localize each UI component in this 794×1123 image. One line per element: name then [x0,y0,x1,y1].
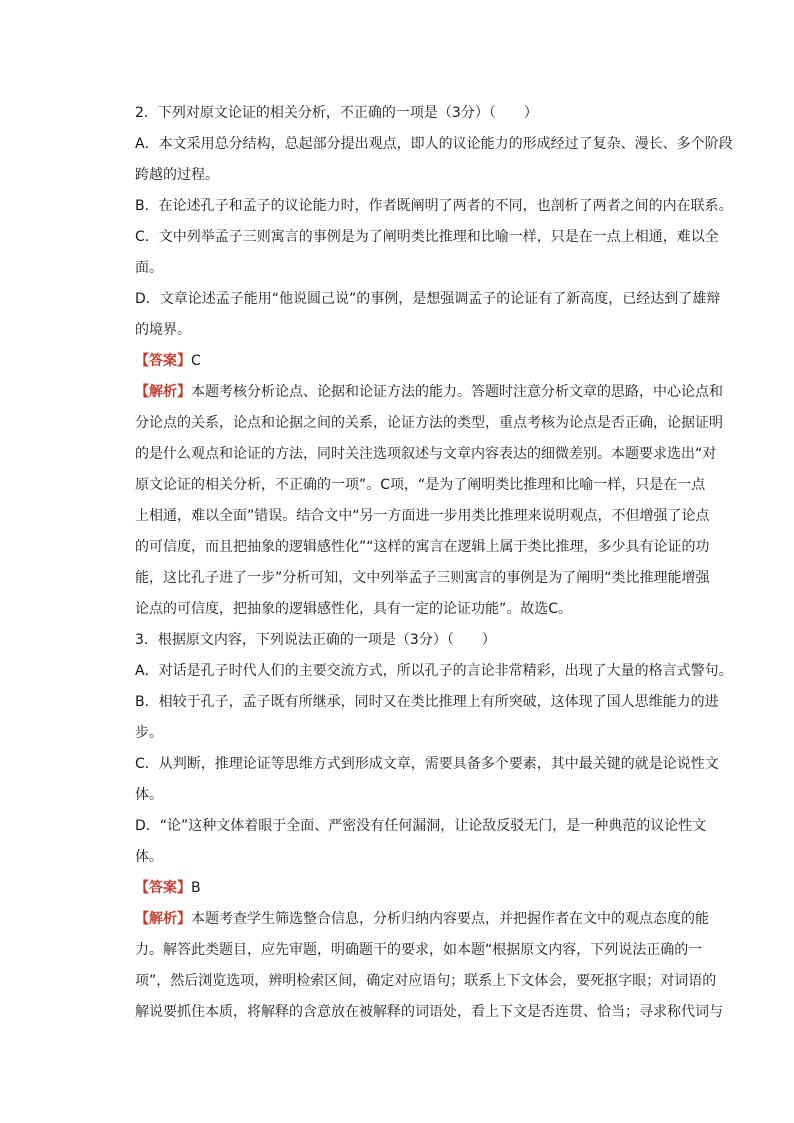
q3-answer-value: B [191,880,201,896]
q3-option-c-line1: C．从判断，推理论证等思维方式到形成文章，需要具备多个要素，其中最关键的就是论说性文 [135,756,719,772]
q2-analysis-line2: 分论点的关系，论点和论据之间的关系，论证方法的类型，重点考核为论点是否正确，论据证明 [135,415,723,431]
q2-analysis-line3: 的是什么观点和论证的方法，同时关注选项叙述与文章内容表达的细微差别。本题要求选出“对 [135,446,717,462]
q2-option-c-line2: 面。 [135,260,163,276]
q3-analysis-line3: 项”，然后浏览选项，辨明检索区间，确定对应语句；联系上下文体会，要死抠字眼；对词语的 [135,973,717,989]
q2-analysis-line5: 上相通，难以全面”错误。结合文中“另一方面进一步用类比推理来说明观点，不但增强了论点 [135,508,710,524]
q3-stem: 3．根据原文内容，下列说法正确的一项是（3分）（ ） [135,632,496,648]
q2-answer-tag: 【答案】 [135,353,191,369]
q2-answer [135,346,735,377]
q3-option-c-line2: 体。 [135,787,163,803]
q2-analysis-tag: 【解析】 [135,384,191,400]
q3-answer [135,873,735,904]
q3-option-d-line2: 体。 [135,849,163,865]
q2-stem: 2．下列对原文论证的相关分析，不正确的一项是（3分）（ ） [135,105,538,121]
q2-option-a-line1: A．本文采用总分结构，总起部分提出观点，即人的议论能力的形成经过了复杂、漫长、多个阶段 [135,136,733,152]
q3-option-a-line1: A．对话是孔子时代人们的主要交流方式，所以孔子的言论非常精彩，出现了大量的格言式警句。 [135,663,733,679]
q3-option-b-line2: 步。 [135,725,163,741]
q3-option-b-line1: B．相较于孔子，孟子既有所继承，同时又在类比推理上有所突破，这体现了国人思维能力的进 [135,694,719,710]
q3-analysis-tag: 【解析】 [135,911,191,927]
q2-option-c-line1: C．文中列举孟子三则寓言的事例是为了阐明类比推理和比喻一样，只是在一点上相通，难以全 [135,229,719,245]
q2-analysis-line1 [135,377,735,408]
q2-answer-value: C [191,353,201,369]
q2-option-b-line1: B．在论述孔子和孟子的议论能力时，作者既阐明了两者的不同，也剖析了两者之间的内在联系。 [135,198,733,214]
q2-analysis-line7: 能，这比孔子进了一步”分析可知，文中列举孟子三则寓言的事例是为了阐明“类比推理能增强 [135,570,710,586]
q2-option-d-line1: D．文章论述孟子能用“他说圆己说”的事例，是想强调孟子的论证有了新高度，已经达到了雄辩 [135,291,721,307]
q2-analysis-line8: 论点的可信度，把抽象的逻辑感性化，具有一定的论证功能”。故选C。 [135,601,573,617]
document-page [135,98,735,1028]
q3-answer-tag: 【答案】 [135,880,191,896]
q2-option-d-line2: 的境界。 [135,322,191,338]
q3-analysis-text1: 本题考查学生筛选整合信息，分析归纳内容要点，并把握作者在文中的观点态度的能 [191,911,709,927]
q2-analysis-line4: 原文论证的相关分析，不正确的一项”。C项，“是为了阐明类比推理和比喻一样，只是在一点 [135,477,706,493]
q2-analysis-text1: 本题考核分析论点、论据和论证方法的能力。答题时注意分析文章的思路，中心论点和 [191,384,723,400]
q2-analysis-line6: 的可信度，而且把抽象的逻辑感性化”“这样的寓言在逻辑上属于类比推理，多少具有论证的功 [135,539,710,555]
q2-option-a-line2: 跨越的过程。 [135,167,219,183]
q3-analysis-line1 [135,904,735,935]
q3-analysis-line2: 力。解答此类题目，应先审题，明确题干的要求，如本题“根据原文内容，下列说法正确的一 [135,942,703,958]
q3-analysis-line4: 解说要抓住本质，将解释的含意放在被解释的词语处，看上下文是否连贯、恰当；寻求称代词与 [135,1004,723,1020]
q3-option-d-line1: D．“论”这种文体着眼于全面、严密没有任何漏洞，让论敌反驳无门，是一种典范的议论性文 [135,818,707,834]
